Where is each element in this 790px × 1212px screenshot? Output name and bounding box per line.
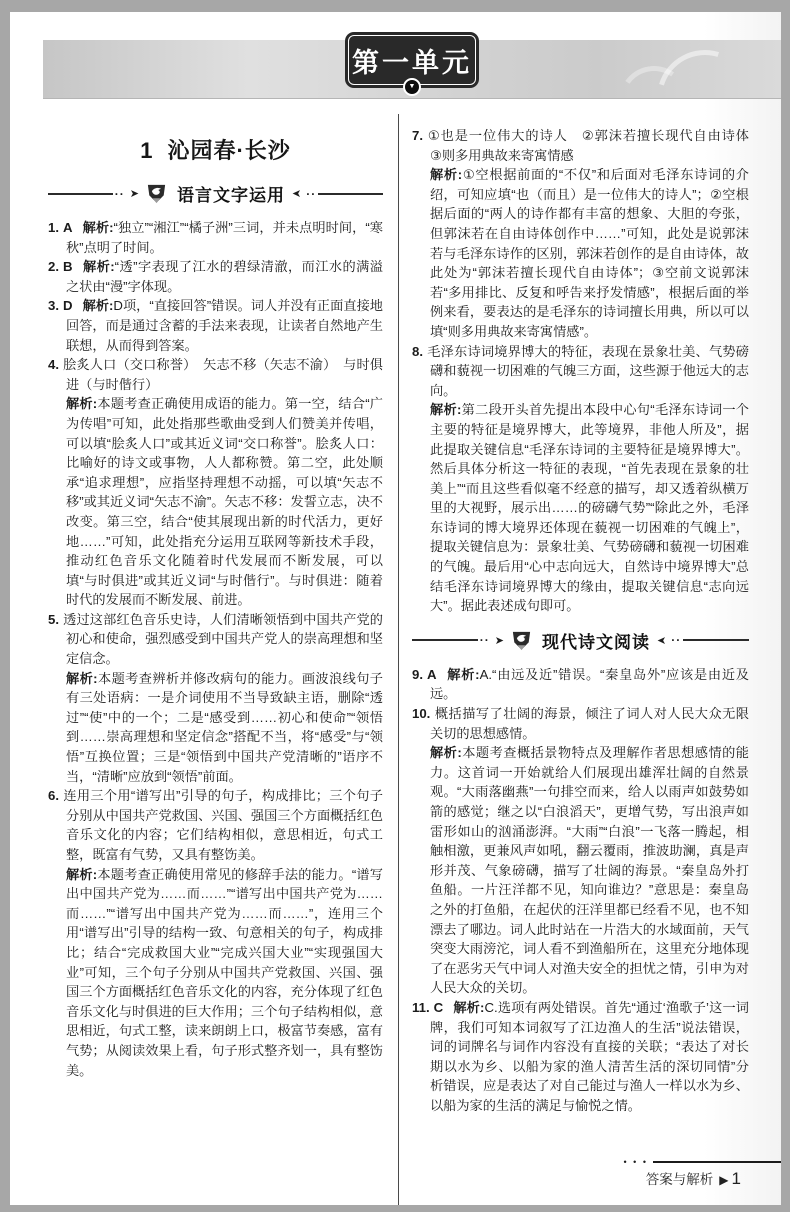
section-title: 语言文字运用	[177, 186, 285, 205]
answer-item-8	[412, 342, 749, 616]
answer-text	[412, 704, 749, 743]
dots-decor: ··	[114, 186, 125, 201]
unit-badge	[345, 32, 479, 88]
answer-letter: A	[63, 220, 73, 235]
divider-line	[318, 193, 383, 195]
right-column	[398, 114, 781, 1205]
analysis-label: 解析:	[453, 999, 485, 1015]
analysis-label: 解析:	[430, 167, 463, 183]
item-number: 11.	[412, 999, 430, 1015]
arrow-right-icon: ➤	[129, 188, 139, 200]
answer-body: 连用三个用“谱写出”引导的句子，构成排比；三个句子分别从中国共产党救国、兴国、强国三个方面概括红色音乐文化的内容；它们结构相似，意思相近，句式工整，既富有气势，又具有整饬美。	[63, 788, 383, 862]
analysis-text	[48, 257, 383, 296]
answer-text	[412, 126, 763, 165]
dove-shield-icon	[145, 182, 168, 205]
analysis-text	[412, 665, 749, 704]
answer-body: ①也是一位伟大的诗人 ②郭沫若擅长现代自由诗体 ③则多用典故来寄寓情感	[427, 128, 763, 163]
analysis-label: 解析:	[430, 402, 462, 418]
book-page	[10, 12, 781, 1205]
answer-item-5	[48, 610, 383, 786]
answer-letter: C	[433, 999, 444, 1015]
dots-decor: ··	[671, 633, 682, 648]
analysis-text	[48, 865, 383, 1081]
item-number: 2.	[48, 259, 59, 275]
analysis-label: 解析:	[66, 396, 98, 412]
lesson-title	[48, 134, 383, 165]
item-number: 10.	[412, 706, 431, 722]
analysis-label: 解析:	[430, 745, 462, 761]
lesson-name: 沁园春·长沙	[167, 138, 291, 163]
footer-arrow-icon: ▶	[719, 1173, 729, 1187]
item-number: 9.	[412, 666, 423, 682]
page-footer	[624, 1159, 781, 1189]
analysis-body: 本题考查辨析并修改病句的能力。画波浪线句子有三处语病：一是介词使用不当导致缺主语，删除“透过”“使”中的一个；二是“感受到……初心和使命”“领悟到……崇高理想和坚定信念”搭配不当，将“感受”与“领悟”互换位置；三是“领悟到中国共产党清晰的”语序不当，“清晰”应放到“领悟”前面。	[66, 670, 383, 784]
analysis-body: 本题考查正确使用成语的能力。第一空，结合“广为传唱”可知，此处指那些歌曲受到人们赞美并传唱，可以填“脍炙人口”或其近义词“交口称誉”。脍炙人口：比喻好的诗文或事物，人人都称赞。第二空，此处顺承“追求理想”，应指坚持理想不动摇，可以填“矢志不移”或其近义词“矢志不渝”。矢志不移：发誓立志，决不改变。第三空，结合“使其展现出新的时代活力，更好地……”可知，此处指充分运用互联网等新技术手段，推动红色音乐文化随着时代发展而不断发展，可以填“与时俱进”或其近义词“与时偕行”。与时俱进：随着时代的发展而不断发展、前进。	[66, 396, 383, 608]
footer-label: 答案与解析	[645, 1172, 714, 1187]
analysis-text	[48, 669, 383, 787]
item-number: 6.	[48, 788, 59, 804]
item-number: 4.	[48, 357, 59, 373]
arrow-left-icon: ➤	[292, 188, 302, 200]
analysis-text	[412, 165, 749, 341]
arrow-left-icon: ➤	[657, 634, 667, 647]
page-number: 1	[731, 1169, 741, 1188]
item-number: 3.	[48, 298, 59, 314]
analysis-text	[48, 218, 383, 257]
dots-decor: ··	[479, 633, 490, 648]
answer-item-1	[48, 218, 383, 257]
section-title: 现代诗文阅读	[542, 632, 650, 652]
footer-caption	[624, 1168, 781, 1189]
answer-text	[48, 786, 383, 864]
analysis-text	[412, 998, 749, 1116]
answer-item-7	[412, 126, 763, 342]
arrow-right-icon: ➤	[494, 634, 504, 647]
footer-dots: • • •	[623, 1157, 648, 1167]
analysis-body: 第二段开头首先提出本段中心句“毛泽东诗词一个主要的特征是境界博大，此等境界，非他人所及”，据此提取关键信息“毛泽东诗词的主要特征是境界博大”。然后具体分析这一特征的表现，“首先表现在景象的壮美上”“而且这些看似毫不经意的描写，却又透着纵横万里的大视野，展示出……的磅礴气势”“除此之外，毛泽东诗词的博大境界还体现在藐视一切困难的气魄上”，提取关键信息为：景象壮美、气势磅礴和藐视一切困难的气魄。最后用“心中志向远大，自然诗中境界博大”总结毛泽东诗词境界博大的缘由，提取关键信息“志向远大”。据此表述成句即可。	[430, 402, 749, 614]
answer-item-10	[412, 704, 749, 998]
answer-letter: A	[427, 666, 437, 682]
analysis-body: D项，“直接回答”错误。词人并没有正面直接地回答，而是通过含蓄的手法来表现，让读者自然地产生联想，从而得到答案。	[66, 298, 383, 353]
analysis-text	[48, 296, 383, 355]
answer-text	[48, 355, 383, 394]
answer-body: 毛泽东诗词境界博大的特征，表现在景象壮美、气势磅礴和藐视一切困难的气魄三方面，这些源于他远大的志向。	[427, 343, 749, 398]
lesson-number: 1	[140, 138, 154, 163]
analysis-label: 解析:	[66, 670, 98, 686]
answer-body: 脍炙人口（交口称誉） 矢志不移（矢志不渝） 与时俱进（与时偕行）	[63, 357, 383, 392]
analysis-body: 本题考查概括景物特点及理解作者思想感情的能力。这首词一开始就给人们展现出雄浑壮阔的自然景观。“大雨落幽燕”一句排空而来，给人以雨声如鼓势如箭的感觉；继之以“白浪滔天”，更增气势，写出浪声如雷形如山的汹涌澎湃。“大雨”“白浪”一飞落一腾起，相触相激，更兼风声如吼，翻云覆雨，推波助澜，真是声形并茂、气象磅礴，描写了壮阔的海景。“秦皇岛外打鱼船。一片汪洋都不见，知向谁边？”意思是：秦皇岛之外的打鱼船，在起伏的汪洋里都已经看不见，也不知漂去了哪边。词人此时站在一片浩大的水域面前，天气突变大雨滂沱，词人看不到渔船所在，这里充分地体现了在恶劣天气中词人对渔夫安全的担忧之情，引申为对人民大众的关切。	[430, 745, 749, 996]
item-number: 1.	[48, 220, 59, 235]
analysis-body: “独立”“湘江”“橘子洲”三词，并未点明时间，“寒秋”点明了时间。	[66, 220, 383, 255]
answer-letter: D	[63, 298, 73, 314]
footer-line	[653, 1161, 781, 1163]
analysis-label: 解析:	[82, 298, 114, 314]
two-column-layout	[10, 114, 781, 1205]
analysis-label: 解析:	[82, 220, 114, 235]
divider-line	[48, 193, 113, 195]
analysis-body: 本题考查正确使用常见的修辞手法的能力。“谱写出中国共产党为……而……”“谱写出中国共产党为……而……”“谱写出中国共产党为……而……”，连用三个用“谱写出”引导的结构一致、句意相关的句子，构成排比；结合“完成救国大业”“完成兴国大业”“实现强国大业”可知，三个句子分别从中国共产党救国、兴国、强国三个方面概括红色音乐文化的内容，充分体现了红色音乐文化与时俱进的巨大作用；三个句子结构相似，意思相近，句式工整，读来朗朗上口，极富节奏感，富有气势；从阅读效果上看，句子形式整齐划一，具有整饬美。	[66, 866, 383, 1078]
analysis-label: 解析:	[66, 866, 98, 882]
item-number: 5.	[48, 611, 59, 627]
answer-text	[48, 610, 383, 669]
answer-item-3	[48, 296, 383, 355]
analysis-body: “透”字表现了江水的碧绿清澈，而江水的满溢之状由“漫”字体现。	[66, 259, 383, 294]
answer-item-4	[48, 355, 383, 610]
analysis-body: A.“由远及近”错误。“秦皇岛外”应该是由近及远。	[430, 666, 749, 702]
answer-letter: B	[63, 259, 73, 275]
answer-item-2	[48, 257, 383, 296]
footer-rule	[624, 1159, 781, 1165]
divider-line	[683, 639, 749, 641]
analysis-text	[412, 743, 749, 998]
answer-text	[412, 342, 749, 401]
item-number: 8.	[412, 343, 423, 359]
unit-banner	[43, 40, 781, 99]
answer-item-11	[412, 998, 749, 1116]
section-header-language-use	[48, 181, 383, 206]
analysis-body: ①空根据前面的“不仅”和后面对毛泽东诗词的介绍，可知应填“也（而且）是一位伟大的诗人”；②空根据后面的“两人的诗作都有丰富的想象、大胆的夸张，但郭沫若在自由诗体创作中……”可知，此处是说郭沫若与毛泽东诗作的区别，郭沫若创作的是自由诗体，故此处为“郭沫若擅长现代自由诗体”；③空前文说郭沫若“多用排比、反复和呼告来抒发情感”，根据后面的举例来看，要表达的是毛泽东的诗词擅长用典，所以可以填“则多用典故来寄寓情感”。	[430, 167, 749, 339]
item-number: 7.	[412, 128, 423, 143]
unit-badge-label: 第一单元	[348, 35, 476, 85]
analysis-text	[412, 400, 749, 616]
dove-shield-icon	[510, 629, 533, 652]
answer-item-6	[48, 786, 383, 1080]
divider-line	[412, 639, 478, 641]
analysis-text	[48, 394, 383, 610]
analysis-label: 解析:	[82, 259, 115, 275]
analysis-body: C.选项有两处错误。首先“通过‘渔歌子’这一词牌，我们可知本词叙写了江边渔人的生活”说法错误，词的词牌名与词作内容没有直接的关联；“表达了对长期以水为乡、以船为家的渔人清苦生活的深切同情”分析错误，应是表达了对自己能过与渔人一样以水为乡、以船为家的生活的满足与愉悦之情。	[430, 999, 749, 1113]
badge-arrow-icon: ▼	[403, 78, 421, 96]
answer-body: 概括描写了壮阔的海景，倾注了词人对人民大众无限关切的思想感情。	[430, 706, 749, 741]
analysis-label: 解析:	[446, 666, 480, 682]
section-header-modern-poetry	[412, 628, 749, 653]
left-column	[10, 114, 398, 1205]
dots-decor: ··	[306, 186, 317, 201]
answer-item-9	[412, 665, 749, 704]
answer-body: 透过这部红色音乐史诗，人们清晰领悟到中国共产党的初心和使命，强烈感受到中国共产党人的崇高理想和坚定信念。	[63, 611, 383, 667]
